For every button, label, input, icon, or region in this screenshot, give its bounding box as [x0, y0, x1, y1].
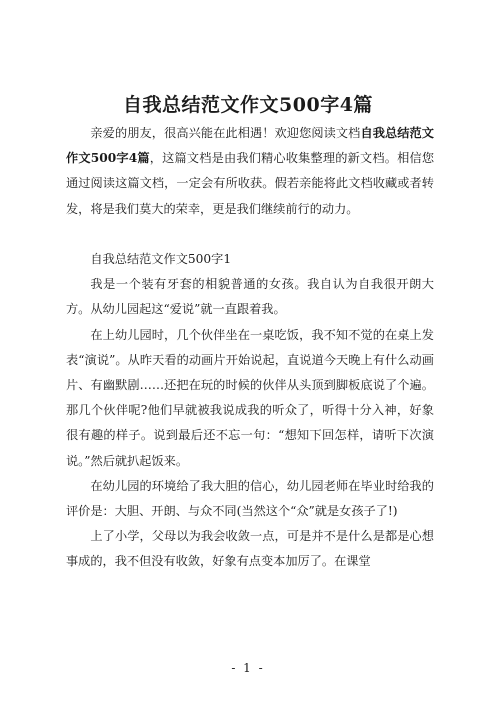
- body-paragraph-4: 上了小学，父母以为我会收敛一点，可是并不是什么是都是心想事成的，我不但没有收敛，好象有点变本加厉了。在课堂: [66, 529, 434, 569]
- intro-paragraph: [66, 121, 434, 222]
- body-paragraph-2: 在上幼儿园时，几个伙伴坐在一桌吃饭，我不知不觉的在桌上发表“演说”。从昨天看的动画片开始说起，直说道今天晚上有什么动画片、有幽默剧……还把在玩的时候的伙伴从头顶到脚板底说了个遍。那几个伙伴呢?他们早就被我说成我的听众了，听得十分入神，好象很有趣的样子。说到最后还不忘一句：“想知下回怎样，请听下次演说。”然后就扒起饭来。: [66, 327, 434, 468]
- page-number: - 1 -: [231, 661, 265, 675]
- body-paragraph-3: 在幼儿园的环境给了我大胆的信心，幼儿园老师在毕业时给我的评价是：大胆、开朗、与众不同(当然这个“众”就是女孩子了!): [66, 478, 434, 519]
- paragraph-spacer: [66, 222, 434, 247]
- section-heading: 自我总结范文作文500字1: [90, 252, 232, 266]
- intro-bold-title: 自我总结范文作文500字4篇: [66, 126, 434, 166]
- body-paragraph-1: 我是一个装有牙套的相貌普通的女孩。我自认为自我很开朗大方。从幼儿园起这“爱说”就一直跟着我。: [66, 277, 434, 317]
- intro-text-start: 亲爱的朋友，很高兴能在此相遇！欢迎您阅读文档: [90, 126, 361, 140]
- document-title: 自我总结范文作文500字4篇: [123, 94, 373, 116]
- intro-text-end: ，这篇文档是由我们精心收集整理的新文档。相信您通过阅读这篇文档，一定会有所收获。假若亲能将此文档收藏或者转发，将是我们莫大的荣幸，更是我们继续前行的动力。: [66, 151, 435, 216]
- document-body: [66, 121, 434, 575]
